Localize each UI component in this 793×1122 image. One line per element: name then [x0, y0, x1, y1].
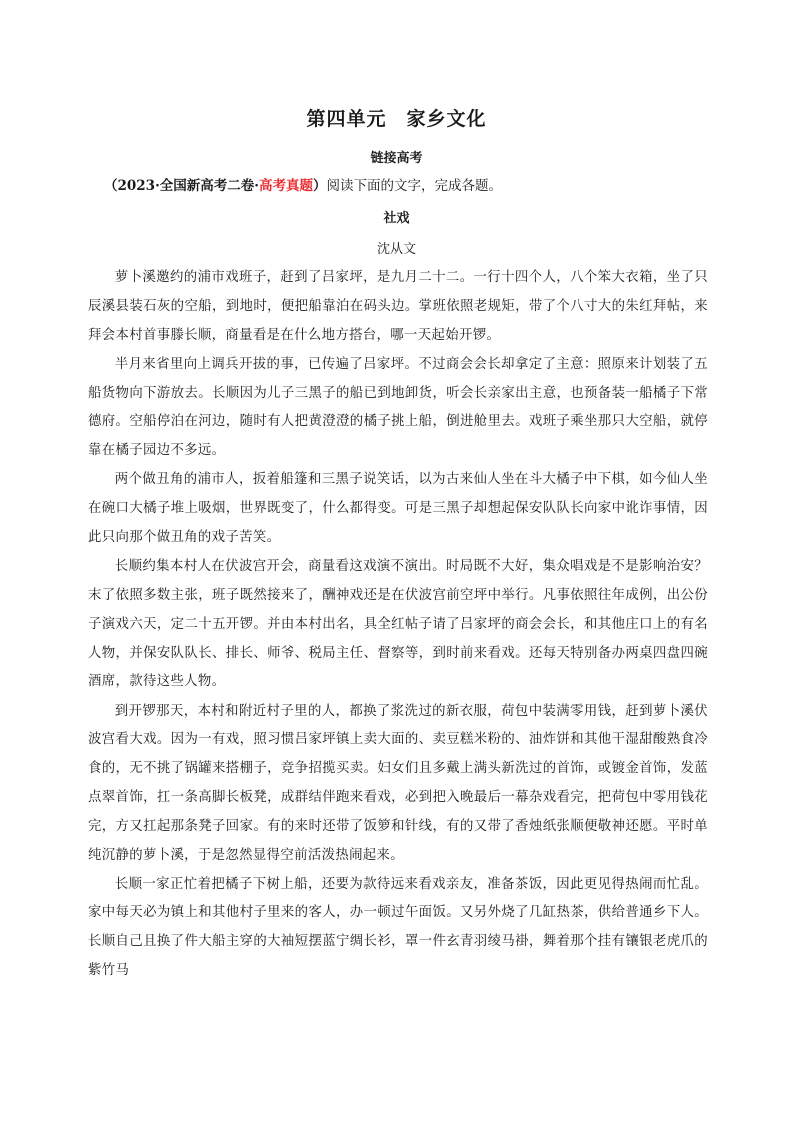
section-title: 链接高考 — [370, 151, 423, 166]
paragraph: 两个做丑角的浦市人，扳着船篷和三黑子说笑话，以为古来仙人坐在斗大橘子中下棋，如今仙人坐在碗口大橘子堆上吸烟，世界既变了，什么都得变。可是三黑子却想起保安队队长向家中讹诈事情，因此只向那个做丑角的戏子苦笑。 — [88, 472, 708, 545]
unit-title: 第四单元 家乡文化 — [306, 108, 487, 130]
source-close-paren: ） — [312, 178, 327, 194]
paragraph: 到开锣那天，本村和附近村子里的人，都换了浆洗过的新衣服，荷包中装满零用钱，赶到萝卜溪伏波宫看大戏。因为一有戏，照习惯吕家坪镇上卖大面的、卖豆糕米粉的、油炸饼和其他干湿甜酸熟食冷食的，无不挑了锅罐来搭棚子，竞争招揽买卖。妇女们且多戴上满头新洗过的首饰，或镀金首饰，发蓝点翠首饰，扛一条高脚长板凳，成群结伴跑来看戏，必到把入晚最后一幕杂戏看完，把荷包中零用钱花完，方又扛起那条凳子回家。有的来时还带了饭箩和针线，有的又带了香烛纸张顺便敬神还愿。平时单纯沉静的萝卜溪，于是忽然显得空前活泼热闹起来。 — [88, 703, 708, 863]
paragraph: 长顺约集本村人在伏波宫开会，商量看这戏演不演出。时局既不大好，集众唱戏是不是影响治安？末了依照多数主张，班子既然接来了，酬神戏还是在伏波宫前空坪中举行。凡事依照往年成例，出公份子演戏六天，定二十五开锣。并由本村出名，具全红帖子请了吕家坪的商会会长，和其他庄口上的有名人物，并保安队队长、排长、师爷、税局主任、督察等，到时前来看戏。还每天特别备办两桌四盘四碗酒席，款待这些人物。 — [88, 559, 708, 690]
source-label: 2023·全国新高考二卷· — [117, 178, 259, 194]
source-open-paren: （ — [104, 178, 118, 194]
source-badge: 高考真题 — [258, 178, 313, 194]
source-line — [104, 174, 502, 194]
paragraph: 半月来省里向上调兵开拔的事，已传遍了吕家坪。不过商会会长却拿定了主意：照原来计划装了五船货物向下游放去。长顺因为儿子三黑子的船已到地卸货，听会长亲家出主意，也预备装一船橘子下常德府。空船停泊在河边，随时有人把黄澄澄的橘子挑上船，倒进舱里去。戏班子乘坐那只大空船，就停靠在橘子园边不多远。 — [88, 356, 708, 459]
source-instruction: 阅读下面的文字，完成各题。 — [326, 178, 502, 194]
article-author: 沈从文 — [376, 242, 416, 257]
article-title: 社戏 — [383, 211, 410, 226]
article-body — [88, 264, 708, 986]
paragraph: 萝卜溪邀约的浦市戏班子，赶到了吕家坪，是九月二十二。一行十四个人，八个笨大衣箱，坐了只辰溪县装石灰的空船，到地时，便把船靠泊在码头边。掌班依照老规矩，带了个八寸大的朱红拜帖，来拜会本村首事滕长顺，商量看是在什么地方搭台，哪一天起始开锣。 — [88, 270, 708, 343]
paragraph: 长顺一家正忙着把橘子下树上船，还要为款待远来看戏亲友，准备茶饭，因此更见得热闹而忙乱。家中每天必为镇上和其他村子里来的客人，办一顿过午面饭。又另外烧了几缸热茶，供给普通乡下人。长顺自己且换了件大船主穿的大袖短摆蓝宁绸长衫，罩一件玄青羽绫马褂，舞着那个挂有镶银老虎爪的紫竹马 — [88, 876, 708, 979]
